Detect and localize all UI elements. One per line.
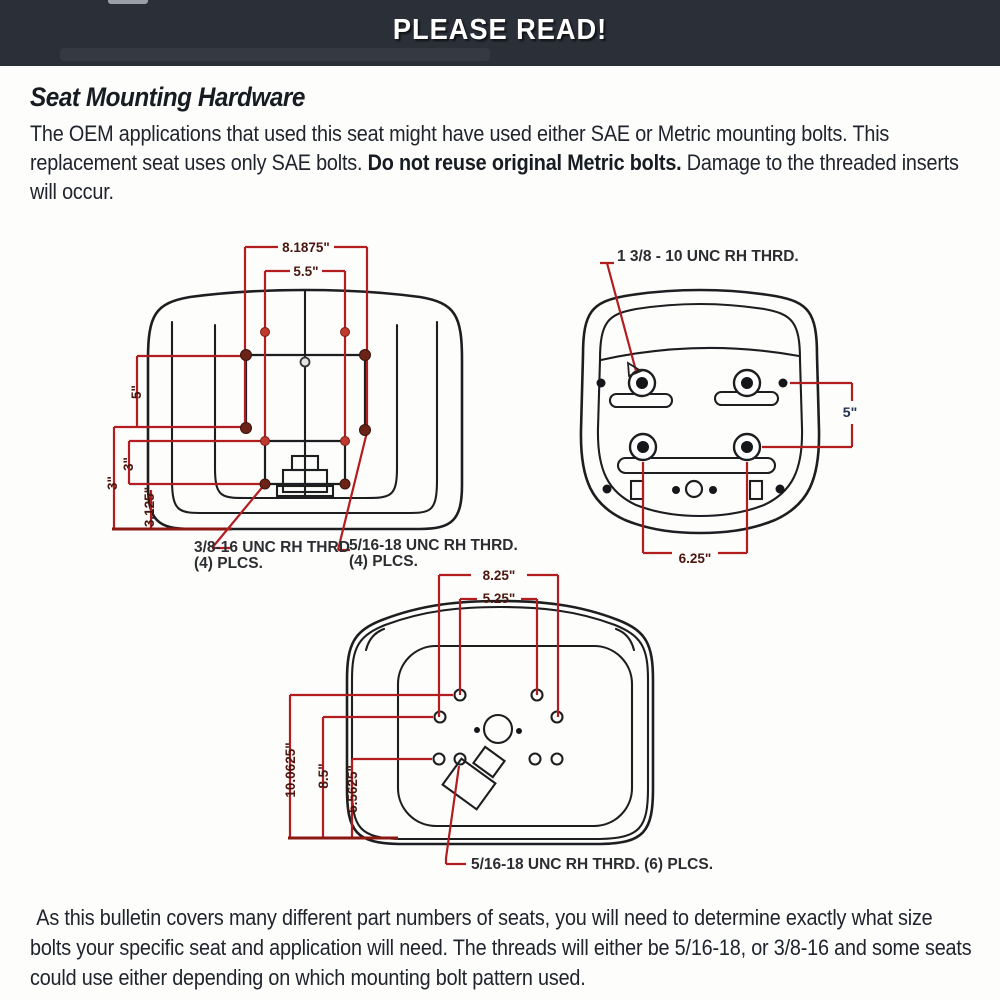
bolt-hole: [260, 479, 270, 489]
tab-slot: [631, 481, 643, 499]
bolt-hole: [360, 350, 371, 361]
bolt-hole: [241, 423, 252, 434]
dim-label: 8.1875": [282, 240, 330, 255]
rivet-dot: [516, 728, 522, 734]
seat-pan-outline-outer: [347, 601, 653, 844]
banner-title: PLEASE READ!: [392, 14, 608, 46]
dim-label: 10.0625": [283, 742, 298, 798]
bolt-holes: [434, 690, 563, 765]
dim-label: 3.125": [142, 486, 157, 528]
tilted-bracket: [443, 759, 496, 810]
seat-pan-underside-diagram: [581, 248, 857, 566]
thread-note: 5/16-18 UNC RH THRD. (6) PLCS.: [471, 856, 714, 873]
seat-pan-outline: [581, 290, 819, 533]
bolt-hole: [530, 754, 541, 765]
dim-label: 8.25": [482, 568, 516, 583]
intro-text-bold-warning: Do not reuse original Metric bolts.: [367, 150, 682, 175]
intro-text-start: The OEM applications that used this seat might have used either SAE or Metric mounting bolts. This replacement seat uses only SAE bolts.: [30, 121, 890, 175]
rivet-dot: [779, 379, 788, 388]
bolt-hole: [552, 754, 563, 765]
center-hole: [686, 481, 702, 497]
bolt-hole: [741, 441, 753, 453]
dim-label: 6.25": [678, 551, 712, 566]
bolt-hole: [360, 425, 371, 436]
intro-text-end: Damage to the threaded inserts will occur.: [30, 150, 959, 204]
corner-notch: [366, 629, 384, 650]
dim-label: 5": [129, 385, 144, 399]
bolt-hole: [341, 328, 350, 337]
thread-note: (4) PLCS.: [349, 553, 418, 570]
dim-label: 5.25": [482, 591, 516, 606]
dim-label: 8.5": [316, 763, 331, 789]
thread-note: 1 3/8 - 10 UNC RH THRD.: [617, 248, 799, 265]
dim-label: 3": [121, 457, 136, 471]
bolt-hole: [637, 441, 649, 453]
dimension-lines: [288, 575, 558, 864]
dim-label: 5.5": [293, 264, 319, 279]
rivet-dot: [672, 486, 680, 494]
thread-note: 5/16-18 UNC RH THRD.: [349, 537, 518, 554]
bolt-hole: [261, 437, 270, 446]
rivet-dot: [474, 727, 480, 733]
bolt-hole: [636, 377, 648, 389]
corner-notch: [616, 629, 634, 650]
footer-paragraph: As this bulletin covers many different part numbers of seats, you will need to determine exactly what size bolts your specific seat and application will need. The threads will either be 5/16-18, or 3/8-16 and some seats could use either depending on which mounting bolt pattern used.: [30, 905, 972, 990]
bolt-hole: [340, 479, 350, 489]
seat-back-diagram: [105, 240, 518, 572]
bolt-hole: [341, 437, 350, 446]
bolt-holes: [597, 370, 788, 497]
rivet-dot: [597, 379, 606, 388]
bolt-hole: [241, 350, 252, 361]
section-heading: Seat Mounting Hardware: [30, 82, 305, 112]
footer-section: [30, 903, 975, 993]
tilted-bracket: [473, 747, 504, 777]
seat-pan-bottom-diagram: [283, 568, 713, 873]
rivet-dot: [709, 486, 717, 494]
thread-note: (4) PLCS.: [194, 555, 263, 572]
rivet-dot: [776, 485, 785, 494]
pan-recess: [398, 646, 632, 826]
thread-note: 3/8-16 UNC RH THRD: [194, 539, 350, 556]
seat-pan-outline-inner: [352, 607, 648, 839]
center-pilot-hole: [301, 358, 310, 367]
bolt-hole: [261, 328, 270, 337]
dim-label: 5.5625": [345, 765, 360, 813]
bolt-hole: [741, 377, 753, 389]
center-hole: [484, 715, 512, 743]
bolt-hole: [434, 754, 445, 765]
dim-label: 3": [105, 476, 120, 490]
dim-label: 5": [842, 404, 858, 420]
tab-slot: [750, 481, 762, 499]
rivet-dot: [603, 485, 612, 494]
